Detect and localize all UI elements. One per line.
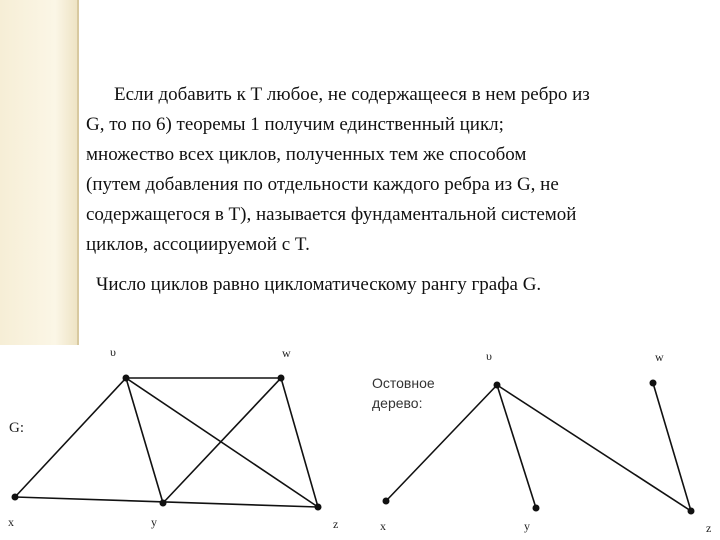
sidebar-divider (77, 0, 79, 345)
paragraph-line-2: G, то по 6) теоремы 1 получим единственный цикл; (86, 114, 504, 135)
paragraph-line-4: (путем добавления по отдельности каждого ребра из G, не (86, 174, 559, 195)
paragraph-line-3: множество всех циклов, полученных тем же способом (86, 144, 527, 165)
paragraph-line-1: Если добавить к Т любое, не содержащееся в нем ребро из (114, 84, 590, 105)
spanning-tree-label-line-1: Остовное (372, 375, 435, 391)
tree-vertex-x (383, 498, 390, 505)
tree-vertex-y (533, 505, 540, 512)
vertex-label-y: y (151, 515, 157, 529)
vertex-label-w: w (282, 346, 291, 360)
edge-v-y (126, 378, 163, 503)
tree-vertex-z (688, 508, 695, 515)
paragraph-line-5: содержащегося в T), называется фундаментальной системой (86, 204, 577, 225)
decorative-sidebar (0, 0, 79, 345)
tree-edge-w-z (653, 383, 691, 511)
vertex-label-v: υ (110, 345, 116, 359)
vertex-label-x: x (8, 515, 14, 529)
vertex-label-z: z (333, 517, 339, 531)
tree-vertex-label-x: x (380, 519, 386, 533)
tree-vertex-label-z: z (706, 521, 712, 535)
tree-edge-v-z (497, 385, 691, 511)
edge-v-x (15, 378, 126, 497)
tree-vertex-label-v: υ (486, 349, 492, 363)
definition-paragraph (86, 80, 716, 260)
paragraph-line-6: циклов, ассоциируемой с T. (86, 234, 310, 255)
tree-vertex-v (494, 382, 501, 389)
vertex-z (315, 504, 322, 511)
vertex-x (12, 494, 19, 501)
edge-v-z (126, 378, 318, 507)
tree-edge-v-y (497, 385, 536, 508)
edge-w-z (281, 378, 318, 507)
edge-w-y (163, 378, 281, 503)
spanning-tree (372, 349, 711, 535)
vertex-y (160, 500, 167, 507)
spanning-tree-label-line-2: дерево: (372, 395, 423, 411)
graph-g (8, 345, 338, 531)
tree-vertex-label-w: w (655, 350, 664, 364)
vertex-v (123, 375, 130, 382)
graph-g-label: G: (9, 420, 24, 436)
graph-figure (0, 340, 720, 540)
tree-vertex-w (650, 380, 657, 387)
cyclomatic-rank-statement: Число циклов равно цикломатическому рангу графа G. (96, 274, 542, 295)
vertex-w (278, 375, 285, 382)
tree-vertex-label-y: y (524, 519, 530, 533)
